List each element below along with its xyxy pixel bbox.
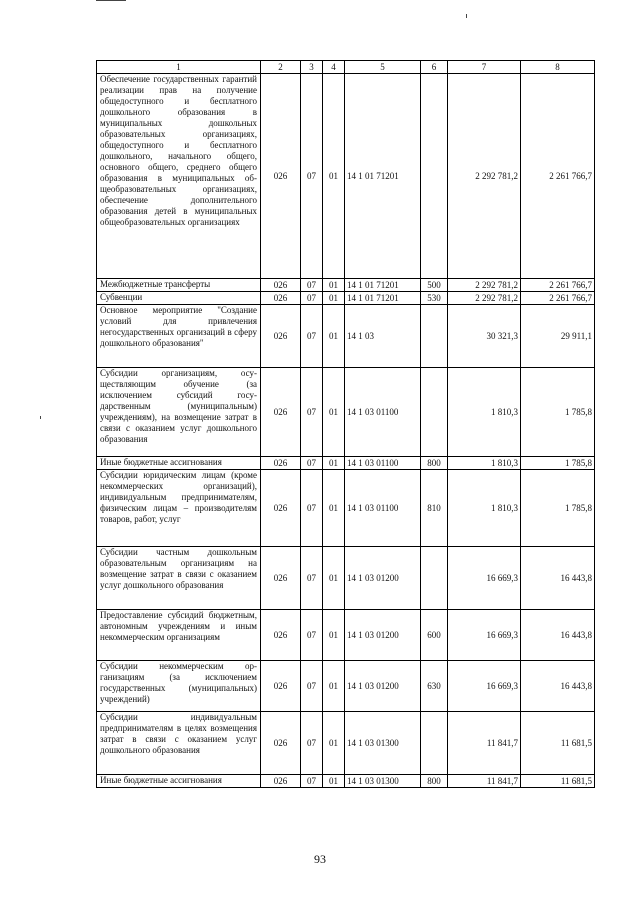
ministry-code: 026 [261, 279, 301, 292]
amount-year-2: 16 443,8 [521, 610, 595, 661]
row-name: Основное мероприятие "Создание условий для привлечения негосударственных организаций в сферу дошкольного образования" [97, 305, 261, 368]
ministry-code: 026 [261, 661, 301, 712]
amount-year-1: 16 669,3 [448, 610, 521, 661]
table-row [97, 74, 595, 279]
column-header: 6 [421, 61, 448, 74]
budget-table [96, 60, 595, 788]
ministry-code: 026 [261, 74, 301, 279]
expense-type-code: 800 [421, 775, 448, 788]
scan-mark-left [40, 416, 41, 419]
page-number: 93 [314, 852, 326, 866]
scan-mark-top [96, 0, 126, 1]
target-article-code: 14 1 03 01200 [345, 661, 421, 712]
section-code: 07 [301, 457, 323, 470]
expense-type-code: 810 [421, 470, 448, 547]
row-name: Обеспечение государственных гарантий реализации прав на получение общедоступного и бесплатного дошкольного образования в муниципальных дошкольных образовательных организациях, общедоступного и бесплатного дошкольного, начального общего, основного общего, среднего общего образования в муниципальных общеобразовательных организациях, обеспечение дополнительного образования детей в муниципальных общеобразовательных организациях [97, 74, 261, 279]
amount-year-2: 2 261 766,7 [521, 279, 595, 292]
amount-year-2: 1 785,8 [521, 368, 595, 457]
subsection-code: 01 [323, 661, 345, 712]
expense-type-code: 600 [421, 610, 448, 661]
expense-type-code: 630 [421, 661, 448, 712]
column-header: 2 [261, 61, 301, 74]
subsection-code: 01 [323, 457, 345, 470]
section-code: 07 [301, 292, 323, 305]
row-name: Субсидии индивидуальным предпринимателям в целях возмещения затрат в связи с оказанием услуг дошкольного образования [97, 712, 261, 775]
row-name: Субвенции [97, 292, 261, 305]
expense-type-code: 500 [421, 279, 448, 292]
ministry-code: 026 [261, 368, 301, 457]
section-code: 07 [301, 661, 323, 712]
target-article-code: 14 1 03 01200 [345, 547, 421, 610]
section-code: 07 [301, 610, 323, 661]
target-article-code: 14 1 01 71201 [345, 279, 421, 292]
row-name: Субсидии некоммерческим организациям (за исключением государственных (муниципальных) учреждений) [97, 661, 261, 712]
expense-type-code [421, 547, 448, 610]
amount-year-2: 11 681,5 [521, 712, 595, 775]
table-header-row [97, 61, 595, 74]
amount-year-1: 30 321,3 [448, 305, 521, 368]
amount-year-1: 2 292 781,2 [448, 279, 521, 292]
subsection-code: 01 [323, 279, 345, 292]
column-header: 8 [521, 61, 595, 74]
row-name: Предоставление субсидий бюджетным, автономным учреждениям и иным некоммерческим организациям [97, 610, 261, 661]
subsection-code: 01 [323, 74, 345, 279]
amount-year-1: 2 292 781,2 [448, 292, 521, 305]
row-name: Иные бюджетные ассигнования [97, 457, 261, 470]
row-name: Межбюджетные трансферты [97, 279, 261, 292]
amount-year-2: 2 261 766,7 [521, 74, 595, 279]
expense-type-code [421, 74, 448, 279]
subsection-code: 01 [323, 368, 345, 457]
amount-year-1: 11 841,7 [448, 712, 521, 775]
amount-year-1: 16 669,3 [448, 661, 521, 712]
target-article-code: 14 1 03 01200 [345, 610, 421, 661]
expense-type-code: 800 [421, 457, 448, 470]
target-article-code: 14 1 03 01300 [345, 712, 421, 775]
ministry-code: 026 [261, 547, 301, 610]
table-row [97, 661, 595, 712]
ministry-code: 026 [261, 610, 301, 661]
target-article-code: 14 1 03 01100 [345, 368, 421, 457]
column-header: 3 [301, 61, 323, 74]
subsection-code: 01 [323, 712, 345, 775]
table-row [97, 368, 595, 457]
amount-year-1: 1 810,3 [448, 457, 521, 470]
table-row [97, 470, 595, 547]
amount-year-2: 16 443,8 [521, 547, 595, 610]
amount-year-2: 1 785,8 [521, 470, 595, 547]
amount-year-2: 11 681,5 [521, 775, 595, 788]
column-header: 1 [97, 61, 261, 74]
column-header: 7 [448, 61, 521, 74]
expense-type-code [421, 712, 448, 775]
subsection-code: 01 [323, 547, 345, 610]
expense-type-code [421, 368, 448, 457]
table-row [97, 292, 595, 305]
row-name: Субсидии частным дошкольным образовательным организациям на возмещение затрат в связи с оказанием услуг дошкольного образования [97, 547, 261, 610]
amount-year-1: 16 669,3 [448, 547, 521, 610]
section-code: 07 [301, 74, 323, 279]
table-row [97, 610, 595, 661]
target-article-code: 14 1 03 [345, 305, 421, 368]
scan-mark-right [466, 14, 467, 18]
target-article-code: 14 1 03 01100 [345, 457, 421, 470]
table-row [97, 305, 595, 368]
target-article-code: 14 1 01 71201 [345, 74, 421, 279]
subsection-code: 01 [323, 292, 345, 305]
section-code: 07 [301, 547, 323, 610]
amount-year-2: 16 443,8 [521, 661, 595, 712]
expense-type-code [421, 305, 448, 368]
subsection-code: 01 [323, 775, 345, 788]
ministry-code: 026 [261, 457, 301, 470]
subsection-code: 01 [323, 470, 345, 547]
table-row [97, 457, 595, 470]
amount-year-1: 1 810,3 [448, 470, 521, 547]
section-code: 07 [301, 712, 323, 775]
ministry-code: 026 [261, 775, 301, 788]
row-name: Субсидии организациям, осуществляющим обучение (за исключением субсидий государственным (муниципальным) учреждениям), на возмещение затрат в связи с оказанием услуг дошкольного образования [97, 368, 261, 457]
section-code: 07 [301, 305, 323, 368]
ministry-code: 026 [261, 305, 301, 368]
amount-year-2: 2 261 766,7 [521, 292, 595, 305]
expense-type-code: 530 [421, 292, 448, 305]
subsection-code: 01 [323, 305, 345, 368]
table-row [97, 775, 595, 788]
table-row [97, 547, 595, 610]
ministry-code: 026 [261, 292, 301, 305]
subsection-code: 01 [323, 610, 345, 661]
amount-year-1: 11 841,7 [448, 775, 521, 788]
target-article-code: 14 1 03 01100 [345, 470, 421, 547]
amount-year-1: 2 292 781,2 [448, 74, 521, 279]
target-article-code: 14 1 01 71201 [345, 292, 421, 305]
amount-year-1: 1 810,3 [448, 368, 521, 457]
section-code: 07 [301, 279, 323, 292]
section-code: 07 [301, 470, 323, 547]
row-name: Иные бюджетные ассигнования [97, 775, 261, 788]
column-header: 5 [345, 61, 421, 74]
amount-year-2: 29 911,1 [521, 305, 595, 368]
target-article-code: 14 1 03 01300 [345, 775, 421, 788]
column-header: 4 [323, 61, 345, 74]
ministry-code: 026 [261, 470, 301, 547]
amount-year-2: 1 785,8 [521, 457, 595, 470]
table-row [97, 712, 595, 775]
row-name: Субсидии юридическим лицам (кроме некоммерческих организаций), индивидуальным предпринимателям, физическим лицам – производителям товаров, работ, услуг [97, 470, 261, 547]
section-code: 07 [301, 368, 323, 457]
ministry-code: 026 [261, 712, 301, 775]
section-code: 07 [301, 775, 323, 788]
table-row [97, 279, 595, 292]
